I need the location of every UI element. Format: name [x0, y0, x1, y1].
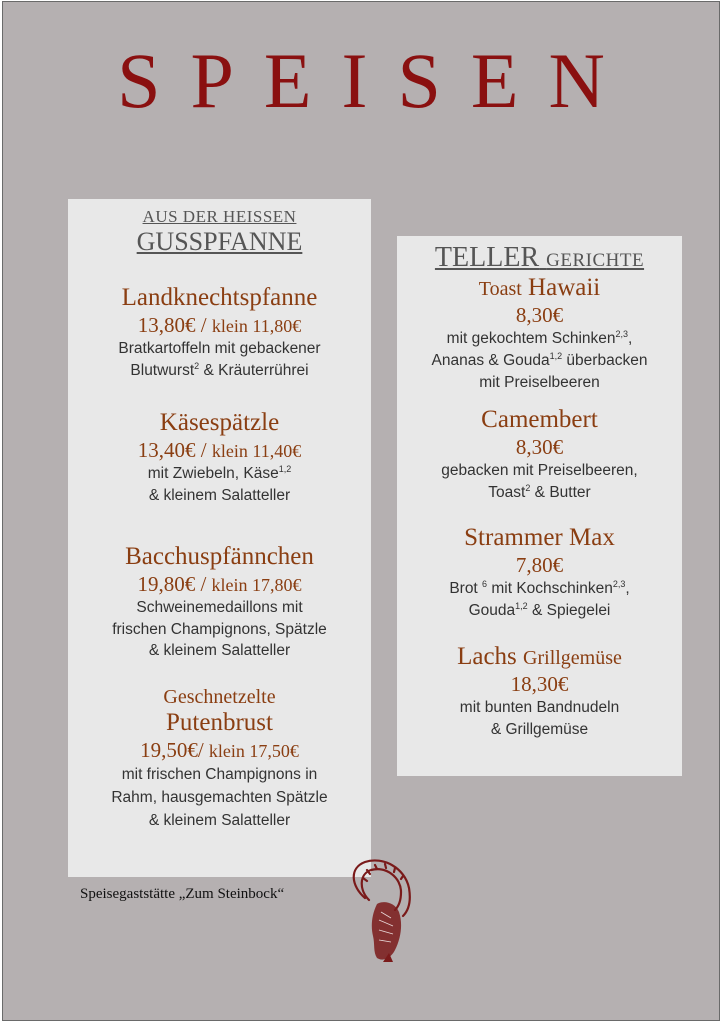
dish-price: 19,80€ / klein 17,80€ [137, 571, 302, 596]
dish-price: 13,80€ / klein 11,80€ [137, 312, 302, 337]
dish-price: 13,40€ / klein 11,40€ [137, 438, 302, 463]
restaurant-name: Speisegaststätte „Zum Steinbock“ [80, 886, 285, 902]
dish-name: Landknechtspfanne [121, 284, 318, 311]
dish-description: Bratkartoffeln mit gebackener Blutwurst$^2$ & Kräuterrührei [118, 339, 321, 379]
menu-item [397, 274, 682, 393]
dish-name: Camembert [481, 406, 598, 434]
dish-description: mit gekochtem Schinken$^{2,3}$, Ananas & Gouda$^{1,2}$ überbacken mit Preiselbeeren [431, 328, 648, 391]
menu-page [2, 1, 720, 1021]
dish-name: Strammer Max [464, 523, 615, 551]
section-header: GUSSPFANNE [136, 227, 303, 256]
dish-description: mit bunten Bandnudeln & Grillgemüse [459, 699, 620, 739]
ibex-head-icon [343, 858, 423, 963]
menu-item [397, 643, 682, 740]
dish-price: 19,50€/ klein 17,50€ [140, 737, 299, 762]
panel-gusspfanne [68, 199, 371, 877]
dish-description: mit Zwiebeln, Käse$^{1,2}$ & kleinem Salatteller [147, 464, 292, 505]
page-title: SPEISEN [117, 37, 635, 124]
dish-price: 7,80€ [515, 552, 564, 577]
dish-name: Putenbrust [166, 708, 273, 736]
menu-item [68, 409, 371, 506]
dish-name: Käsespätzle [159, 409, 280, 437]
section-header: TELLER GERICHTE [434, 242, 645, 273]
dish-description: Brot $^6$ mit Kochschinken$^{2,3}$, Gouda$^{1,2}$ & Spiegelei [449, 578, 630, 619]
dish-name: Lachs Grillgemüse [457, 643, 622, 671]
dish-price: 8,30€ [515, 302, 564, 327]
dish-name: Bacchuspfännchen [125, 542, 314, 570]
section-header-small: AUS DER HEISSEN [142, 207, 297, 226]
menu-item [397, 524, 682, 622]
dish-price: 18,30€ [510, 672, 569, 697]
menu-item [68, 284, 371, 381]
menu-item [68, 686, 371, 833]
dish-description: Schweinemedaillons mit frischen Champignons, Spätzle & kleinem Salatteller [112, 598, 327, 660]
dish-price: 8,30€ [515, 435, 564, 460]
dish-prefix: Geschnetzelte [163, 685, 276, 708]
menu-item [397, 406, 682, 503]
menu-item [68, 543, 371, 662]
dish-description: gebacken mit Preiselbeeren, Toast$^2$ & Butter [441, 462, 638, 502]
dish-name: Toast Hawaii [478, 274, 601, 301]
dish-description: mit frischen Champignons in Rahm, hausgemachten Spätzle & kleinem Salatteller [111, 765, 328, 830]
panel-teller-gerichte [397, 236, 682, 776]
